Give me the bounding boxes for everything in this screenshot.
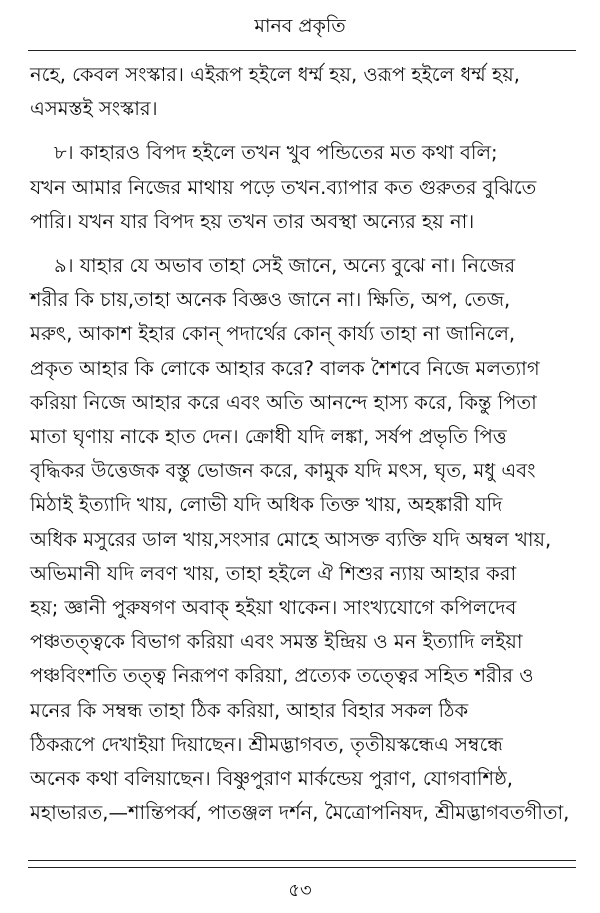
- paragraph-continuation: [30, 58, 570, 126]
- text-line: মরুৎ, আকাশ ইহার কোন্ পদার্থের কোন্ কার্য্য তাহা না জানিলে,: [30, 322, 516, 346]
- text-line: ৯। যাহার যে অভাব তাহা সেই জানে, অন্যে বুঝে না। নিজের: [54, 254, 516, 278]
- text-line: মাতা ঘৃণায় নাকে হাত দেন। ক্রোধী যদি লঙ্কা, সর্ষপ প্রভৃতি পিত্ত: [30, 425, 507, 449]
- text-line: মহাভারত,—শান্তিপর্ব্ব, পাতঞ্জল দর্শন, মৈত্রোপনিষদ, শ্রীমদ্ভাগবতগীতা,: [30, 801, 570, 825]
- footer-rule-upper: [28, 860, 576, 861]
- header-rule: [28, 50, 576, 51]
- text-line: শরীর কি চায়,তাহা অনেক বিজ্ঞও জানে না। ক্ষিতি, অপ, তেজ,: [30, 288, 511, 312]
- text-line: মনের কি সম্বন্ধ তাহা ঠিক করিয়া, আহার বিহার সকল ঠিক: [30, 698, 469, 722]
- text-line: পারি। যখন যার বিপদ হয় তখন তার অবস্থা অন্যের হয় না।: [30, 209, 475, 233]
- paragraph-9: [30, 249, 570, 830]
- text-line: নহে, কেবল সংস্কার। এইরূপ হইলে ধর্ম্ম হয়, ওরূপ হইলে ধর্ম্ম হয়,: [30, 63, 520, 86]
- text-line: অভিমানী যদি লবণ খায়, তাহা হইলে ঐ শিশুর ন্যায় আহার করা: [30, 561, 517, 585]
- text-line: হয়; জ্ঞানী পুরুষগণ অবাক্ হইয়া থাকেন। সাংখ্যযোগে কপিলদেব: [30, 596, 517, 620]
- text-line: পঞ্চবিংশতি তত্ত্ব নিরূপণ করিয়া, প্রত্যেক তত্ত্বের সহিত শরীর ও: [30, 664, 534, 688]
- page-body: [30, 58, 570, 830]
- running-header: মানব প্রকৃতি: [254, 15, 346, 37]
- text-line: ৮। কাহারও বিপদ হইলে তখন খুব পন্ডিতের মত কথা বলি;: [54, 141, 498, 165]
- paragraph-8: [30, 136, 570, 239]
- text-line: বৃদ্ধিকর উত্তেজক বস্তু ভোজন করে, কামুক যদি মৎস, ঘৃত, মধু এবং: [30, 459, 536, 483]
- footer-rule-lower: [28, 867, 576, 868]
- text-line: প্রকৃত আহার কি লোকে আহার করে? বালক শৈশবে নিজে মলত্যাগ: [30, 356, 540, 380]
- text-line: অনেক কথা বলিয়াছেন। বিষ্ণুপুরাণ মার্কন্ডেয় পুরাণ, যোগবাশিষ্ঠ,: [30, 767, 514, 791]
- text-line: করিয়া নিজে আহার করে এবং অতি আনন্দে হাস্য করে, কিন্তু পিতা: [30, 390, 537, 414]
- text-line: পঞ্চতত্ত্বকে বিভাগ করিয়া এবং সমস্ত ইন্দ্রিয় ও মন ইত্যাদি লইয়া: [30, 630, 523, 654]
- text-line: এসমস্তই সংস্কার।: [30, 97, 158, 121]
- text-line: যখন আমার নিজের মাথায় পড়ে তখন.ব্যাপার কত গুরুতর বুঝিতে: [30, 175, 537, 199]
- text-line: মিঠাই ইত্যাদি খায়, লোভী যদি অধিক তিক্ত খায়, অহঙ্কারী যদি: [30, 493, 503, 517]
- text-line: অধিক মসুরের ডাল খায়,সংসার মোহে আসক্ত ব্যক্তি যদি অম্বল খায়,: [30, 527, 552, 551]
- text-line: ঠিকরূপে দেখাইয়া দিয়াছেন। শ্রীমদ্ভাগবত, তৃতীয়স্কন্ধেএ সম্বন্ধে: [30, 732, 503, 756]
- page-number: ৫৩: [288, 880, 312, 901]
